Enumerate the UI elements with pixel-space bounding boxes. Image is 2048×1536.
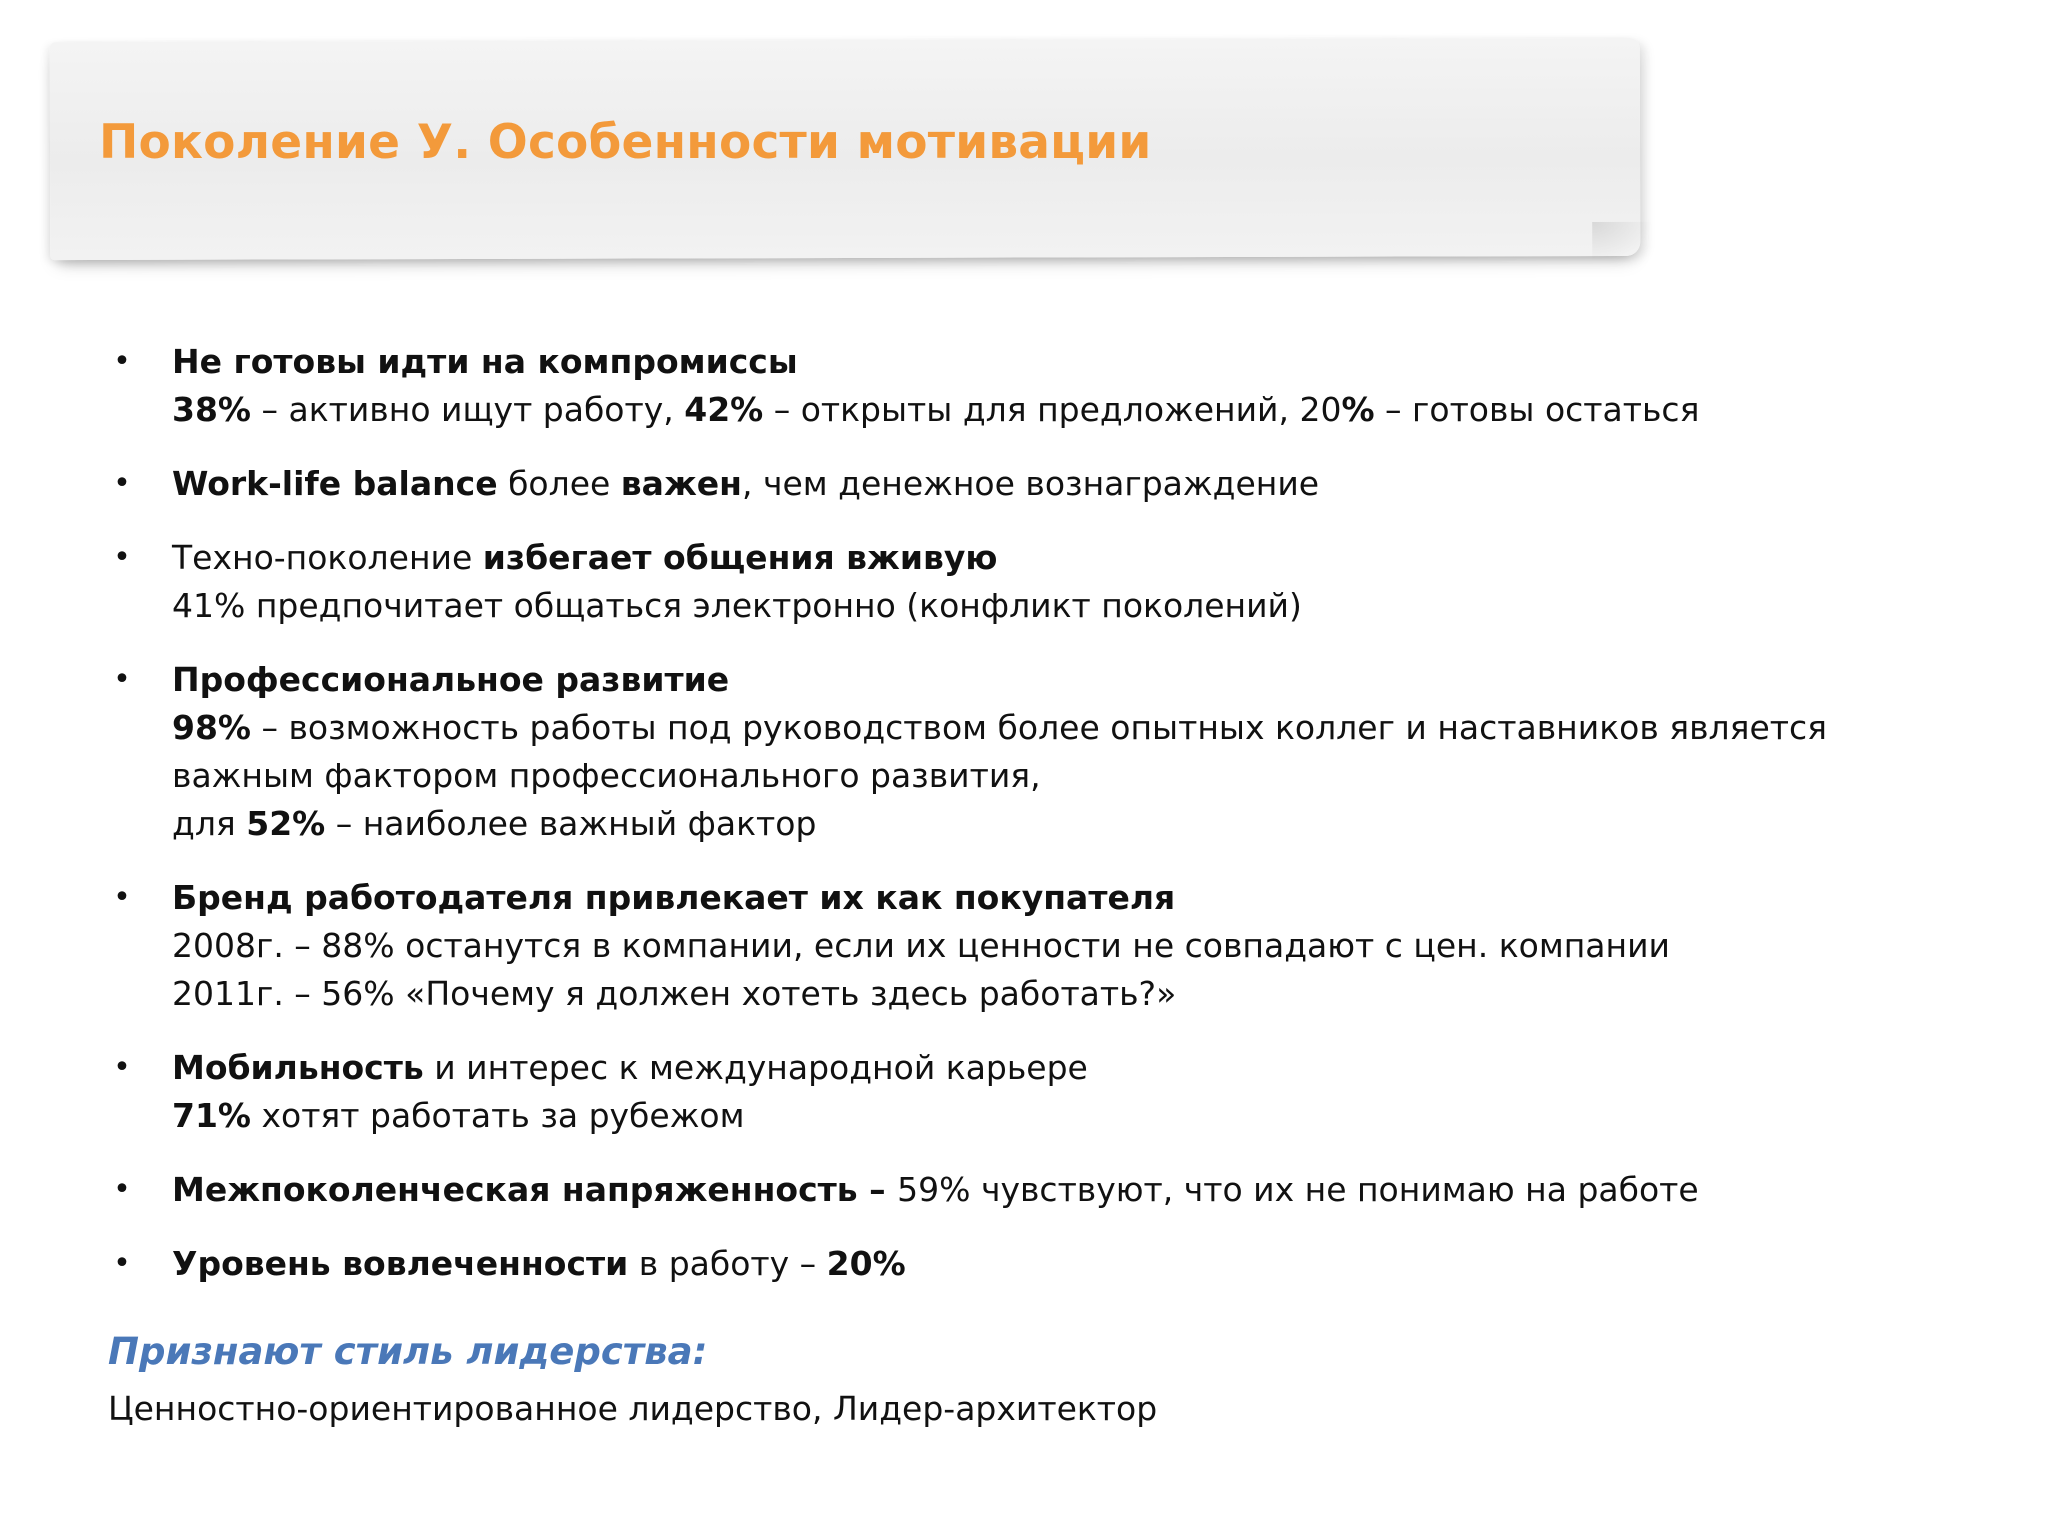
bullet-text: для [172,804,247,843]
bullet-dot-icon: • [113,662,131,697]
leadership-heading: Признают стиль лидерства: [108,1330,708,1373]
page-title: Поколение У. Особенности мотивации [99,115,1152,170]
bullet-text: более [497,464,621,503]
bullet-text: и интерес к международной карьере [423,1048,1088,1087]
bullet-dot-icon: • [113,1172,131,1207]
bullet-line [172,1092,1870,1140]
bullet-dot-icon: • [113,880,131,915]
bullet-dot-icon: • [113,1246,131,1281]
bullet-line [172,1166,1870,1214]
bullet-text: – возможность работы под руководством более опытных коллег и наставников является [251,708,1828,747]
bullet-text-bold: Межпоколенческая напряженность – [172,1170,898,1209]
bullet-text-bold: важен [620,464,742,503]
bullet-item [110,460,1870,508]
bullet-text-bold: Уровень вовлеченности [172,1244,629,1283]
bullet-text-bold: избегает общения вживую [482,538,998,577]
bullet-text: – открыты для предложений, 20 [763,390,1342,429]
bullet-line [172,800,1870,848]
bullet-line [172,704,1870,752]
bullet-line [172,922,1870,970]
bullet-text-bold: 98% [172,708,251,747]
bullet-text: важным фактором профессионального развития, [172,756,1041,795]
bullet-item [110,534,1870,630]
bullet-text: 2008г. – 88% останутся в компании, если их ценности не совпадают с цен. компании [172,926,1670,965]
bullet-text-bold: 20% [826,1244,906,1283]
bullet-line [172,656,1870,704]
bullet-line [172,1240,1870,1288]
bullet-list [110,338,1870,1314]
bullet-text: Техно-поколение [172,538,483,577]
bullet-text-bold: 42% [684,390,764,429]
bullet-line [172,460,1870,508]
bullet-dot-icon: • [113,1050,131,1085]
bullet-text-bold: 38% [172,390,251,429]
bullet-text: , чем денежное вознаграждение [741,464,1320,503]
bullet-text: хотят работать за рубежом [251,1096,745,1135]
bullet-line [172,1044,1870,1092]
bullet-text-bold: % [1341,390,1375,429]
bullet-line [172,970,1870,1018]
bullet-dot-icon: • [113,344,131,379]
leadership-text: Ценностно-ориентированное лидерство, Лидер-архитектор [108,1389,1158,1428]
bullet-text-bold: Мобильность [172,1048,424,1087]
bullet-text-bold: Work-life balance [172,464,498,503]
bullet-text: 41% предпочитает общаться электронно (конфликт поколений) [172,586,1302,625]
bullet-line [172,582,1870,630]
bullet-text: – готовы остаться [1374,390,1700,429]
bullet-text: – активно ищут работу, [251,390,685,429]
bullet-dot-icon: • [113,466,131,501]
bullet-line [172,386,1870,434]
bullet-text-bold: Бренд работодателя привлекает их как покупателя [172,878,1176,917]
bullet-line [172,752,1870,800]
bullet-item [110,338,1870,434]
bullet-text-bold: 52% [246,804,326,843]
bullet-text-bold: Профессиональное развитие [172,660,730,699]
bullet-line [172,874,1870,922]
bullet-text: – наиболее важный фактор [325,804,817,843]
bullet-item [110,1240,1870,1288]
bullet-item [110,656,1870,848]
bullet-item [110,1166,1870,1214]
bullet-item [110,874,1870,1018]
bullet-text-bold: 71% [172,1096,251,1135]
bullet-line [172,534,1870,582]
bullet-text: 59% чувствуют, что их не понимаю на работе [897,1170,1699,1209]
bullet-text: в работу – [628,1244,827,1283]
bullet-text-bold: Не готовы идти на компромиссы [172,342,798,381]
bullet-text: 2011г. – 56% «Почему я должен хотеть здесь работать?» [172,974,1177,1013]
bullet-line [172,338,1870,386]
bullet-dot-icon: • [113,540,131,575]
bullet-item [110,1044,1870,1140]
